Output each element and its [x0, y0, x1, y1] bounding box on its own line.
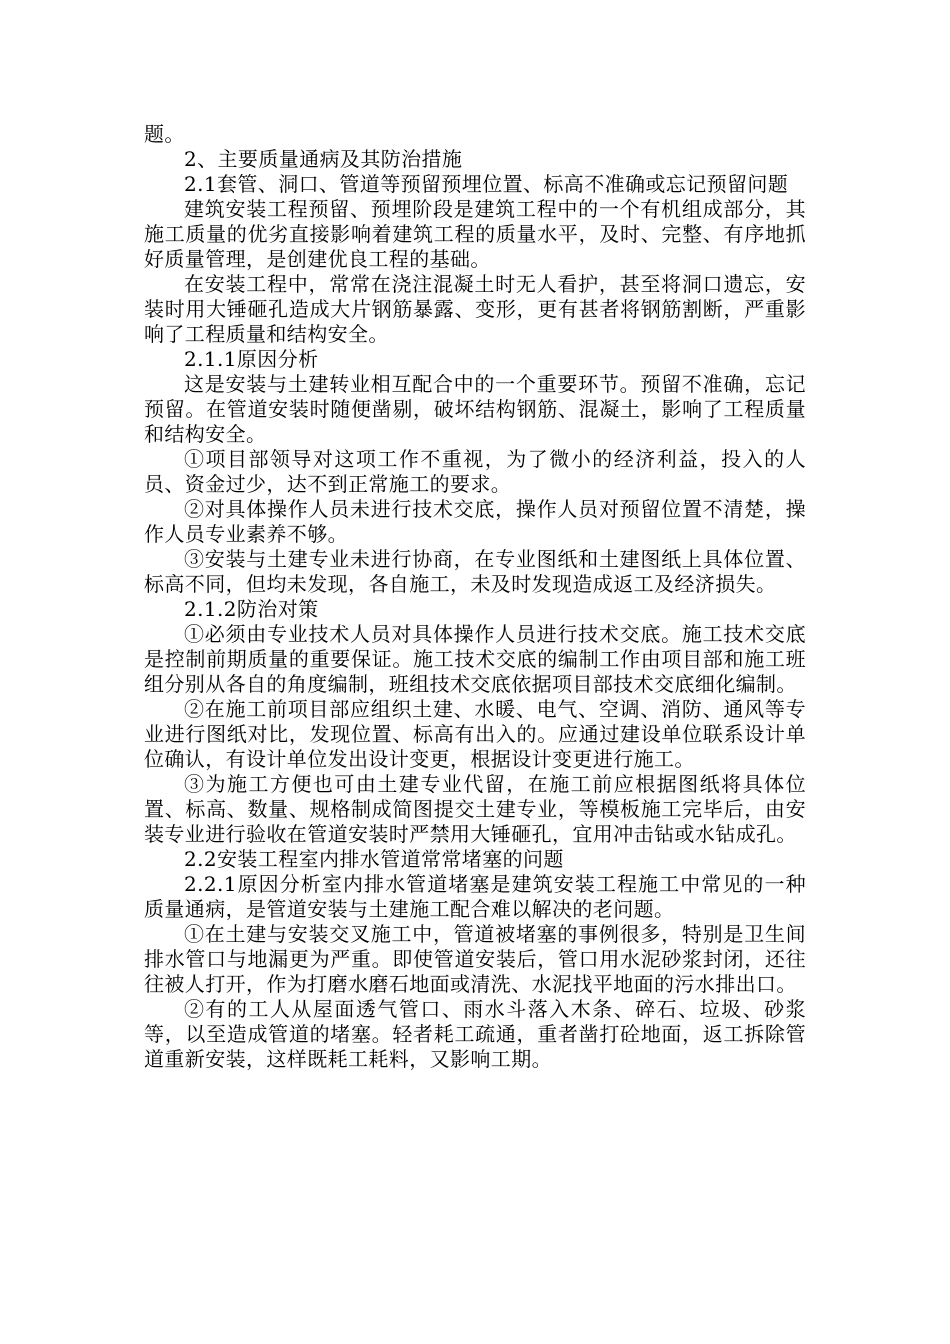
section-heading-2: 2、主要质量通病及其防治措施: [184, 147, 463, 171]
list-item: ①在土建与安装交叉施工中，管道被堵塞的事例很多，特别是卫生间排水管口与地漏更为严重。即使管道安装后，管口用水泥砂浆封闭，还往往被人打开，作为打磨水磨石地面或清洗、水泥找平地面的污水排出口。: [144, 922, 806, 996]
section-heading-2-2: 2.2安装工程室内排水管道常常堵塞的问题: [184, 847, 564, 871]
list-item: ①项目部领导对这项工作不重视，为了微小的经济利益，投入的人员、资金过少，达不到正常施工的要求。: [144, 447, 806, 496]
paragraph: 2.2.1原因分析室内排水管道堵塞是建筑安装工程施工中常见的一种质量通病，是管道安装与土建施工配合难以解决的老问题。: [144, 872, 806, 921]
paragraph: 建筑安装工程预留、预埋阶段是建筑工程中的一个有机组成部分，其施工质量的优劣直接影响着建筑工程的质量水平，及时、完整、有序地抓好质量管理，是创建优良工程的基础。: [144, 197, 806, 271]
document-page: [144, 122, 806, 1072]
section-heading-2-1: 2.1套管、洞口、管道等预留预埋位置、标高不准确或忘记预留问题: [184, 172, 789, 196]
paragraph: 这是安装与土建转业相互配合中的一个重要环节。预留不准确，忘记预留。在管道安装时随便凿剔，破坏结构钢筋、混凝土，影响了工程质量和结构安全。: [144, 372, 806, 446]
list-item: ②在施工前项目部应组织土建、水暖、电气、空调、消防、通风等专业进行图纸对比，发现位置、标高有出入的。应通过建设单位联系设计单位确认，有设计单位发出设计变更，根据设计变更进行施工。: [144, 697, 806, 771]
paragraph: 在安装工程中，常常在浇注混凝土时无人看护，甚至将洞口遗忘，安装时用大锤砸孔造成大片钢筋暴露、变形，更有甚者将钢筋割断，严重影响了工程质量和结构安全。: [144, 272, 806, 346]
list-item: ③安装与土建专业未进行协商，在专业图纸和土建图纸上具体位置、标高不同，但均未发现，各自施工，未及时发现造成返工及经济损失。: [144, 547, 806, 596]
list-item: ③为施工方便也可由土建专业代留，在施工前应根据图纸将具体位置、标高、数量、规格制成简图提交土建专业，等模板施工完毕后，由安装专业进行验收在管道安装时严禁用大锤砸孔，宜用冲击钻或水钻成孔。: [144, 772, 806, 846]
paragraph-continuation: 题。: [144, 122, 185, 146]
list-item: ②有的工人从屋面透气管口、雨水斗落入木条、碎石、垃圾、砂浆等，以至造成管道的堵塞。轻者耗工疏通，重者凿打砼地面，返工拆除管道重新安装，这样既耗工耗料，又影响工期。: [144, 997, 806, 1071]
list-item: ①必须由专业技术人员对具体操作人员进行技术交底。施工技术交底是控制前期质量的重要保证。施工技术交底的编制工作由项目部和施工班组分别从各自的角度编制，班组技术交底依据项目部技术交底细化编制。: [144, 622, 806, 696]
section-heading-2-1-1: 2.1.1原因分析: [184, 347, 319, 371]
list-item: ②对具体操作人员未进行技术交底，操作人员对预留位置不清楚，操作人员专业素养不够。: [144, 497, 806, 546]
section-heading-2-1-2: 2.1.2防治对策: [184, 597, 319, 621]
